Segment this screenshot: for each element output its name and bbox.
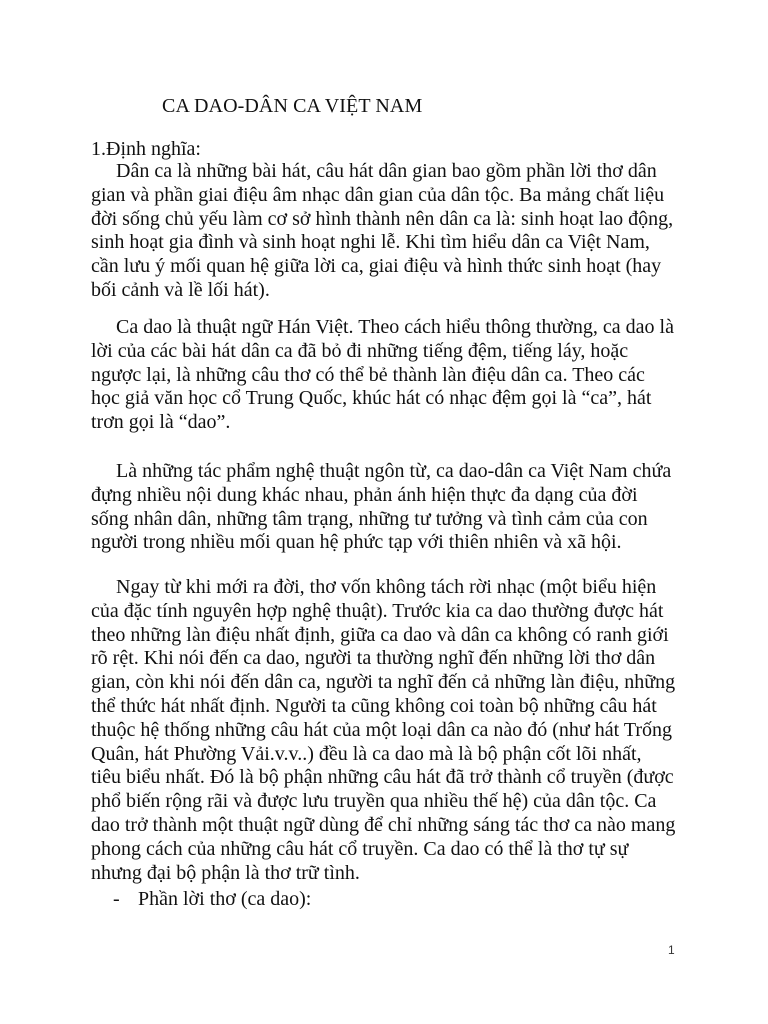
paragraph-line: tiêu biểu nhất. Đó là bộ phận những câu hát đã trở thành cổ truyền (được bbox=[91, 766, 674, 789]
paragraph-line: gian, còn khi nói đến dân ca, người ta nghĩ đến cả những làn điệu, những bbox=[91, 671, 676, 694]
paragraph-line: người trong nhiều mối quan hệ phức tạp với thiên nhiên và xã hội. bbox=[91, 531, 622, 554]
paragraph-line: Dân ca là những bài hát, câu hát dân gian bao gồm phần lời thơ dân bbox=[116, 160, 657, 182]
paragraph-line: thuộc hệ thống những câu hát của một loại dân ca nào đó (như hát Trống bbox=[91, 718, 673, 741]
paragraph-definition-ca-dao bbox=[91, 316, 691, 435]
paragraph-line: của đặc tính nguyên hợp nghệ thuật). Trước kia ca dao thường được hát bbox=[91, 599, 664, 622]
paragraph-definition-dan-ca bbox=[91, 160, 691, 303]
paragraph-line: rõ rệt. Khi nói đến ca dao, người ta thường nghĩ đến những lời thơ dân bbox=[91, 647, 656, 670]
paragraph-line: nhưng đại bộ phận là thơ trữ tình. bbox=[91, 861, 360, 884]
paragraph-line: học giả văn học cổ Trung Quốc, khúc hát có nhạc đệm gọi là “ca”, hát bbox=[91, 387, 652, 410]
paragraph-line: ngược lại, là những câu thơ có thể bẻ thành làn điệu dân ca. Theo các bbox=[91, 363, 645, 386]
paragraph-line: trơn gọi là “dao”. bbox=[91, 411, 231, 434]
section-heading: 1.Định nghĩa: bbox=[91, 138, 201, 160]
paragraph-line: phong cách của những câu hát cổ truyền. Ca dao có thể là thơ tự sự bbox=[91, 837, 629, 860]
paragraph-line: Quân, hát Phường Vải.v.v..) đều là ca dao mà là bộ phận cốt lõi nhất, bbox=[91, 742, 642, 765]
page-number: 1 bbox=[668, 943, 675, 957]
paragraph-line: đời sống chủ yếu làm cơ sở hình thành nên dân ca là: sinh hoạt lao động, bbox=[91, 207, 674, 230]
paragraph-line: dao trở thành một thuật ngữ dùng để chỉ những sáng tác thơ ca nào mang bbox=[91, 813, 676, 836]
paragraph-line: thể thức hát nhất định. Người ta cũng không coi toàn bộ những câu hát bbox=[91, 694, 657, 717]
bullet-item bbox=[113, 887, 311, 911]
paragraph-line: Ca dao là thuật ngữ Hán Việt. Theo cách hiểu thông thường, ca dao là bbox=[116, 316, 674, 338]
paragraph-line: gian và phần giai điệu âm nhạc dân gian của dân tộc. Ba mảng chất liệu bbox=[91, 183, 665, 206]
paragraph-line: sinh hoạt gia đình và sinh hoạt nghi lễ. Khi tìm hiểu dân ca Việt Nam, bbox=[91, 231, 650, 254]
bullet-marker: - bbox=[113, 888, 120, 910]
bullet-text: Phần lời thơ (ca dao): bbox=[138, 888, 312, 910]
paragraph-history bbox=[91, 576, 691, 885]
paragraph-line: Ngay từ khi mới ra đời, thơ vốn không tách rời nhạc (một biểu hiện bbox=[116, 576, 657, 598]
document-title: CA DAO-DÂN CA VIỆT NAM bbox=[162, 95, 423, 117]
paragraph-line: lời của các bài hát dân ca đã bỏ đi những tiếng đệm, tiếng láy, hoặc bbox=[91, 339, 629, 362]
paragraph-line: theo những làn điệu nhất định, giữa ca dao và dân ca không có ranh giới bbox=[91, 623, 669, 646]
paragraph-line: phổ biến rộng rãi và được lưu truyền qua nhiều thế hệ) của dân tộc. Ca bbox=[91, 790, 657, 813]
paragraph-line: bối cảnh và lề lối hát). bbox=[91, 278, 270, 301]
paragraph-content bbox=[91, 460, 691, 555]
paragraph-line: cần lưu ý mối quan hệ giữa lời ca, giai điệu và hình thức sinh hoạt (hay bbox=[91, 255, 662, 278]
paragraph-line: sống nhân dân, những tâm trạng, những tư tưởng và tình cảm của con bbox=[91, 507, 648, 530]
paragraph-line: Là những tác phẩm nghệ thuật ngôn từ, ca dao-dân ca Việt Nam chứa bbox=[116, 460, 672, 482]
paragraph-line: đựng nhiều nội dung khác nhau, phản ánh hiện thực đa dạng của đời bbox=[91, 483, 638, 506]
